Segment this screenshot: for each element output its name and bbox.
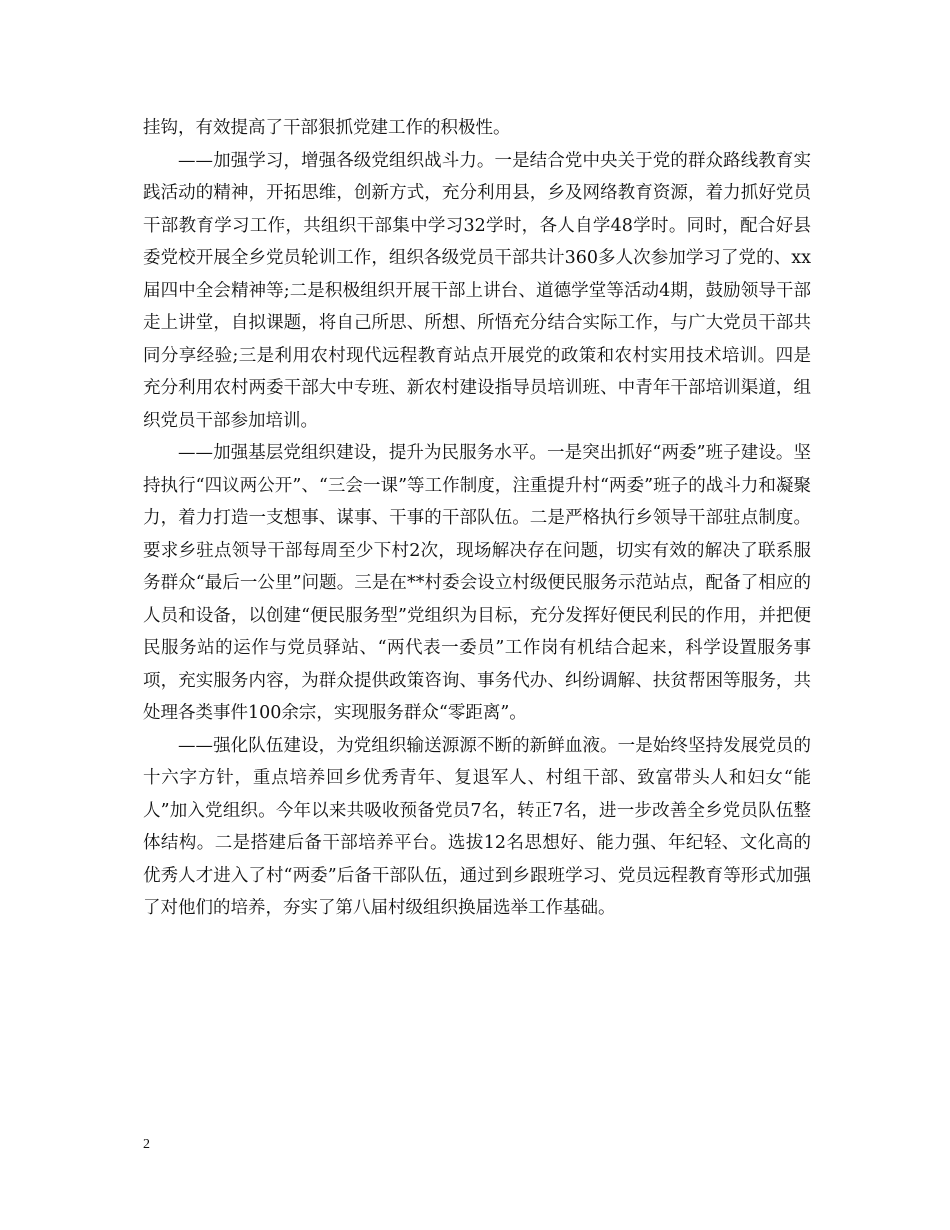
document-body xyxy=(143,112,811,925)
paragraph-study: ——加强学习，增强各级党组织战斗力。一是结合党中央关于党的群众路线教育实践活动的精神，开拓思维，创新方式，充分利用县，乡及网络教育资源，着力抓好党员干部教育学习工作，共组织干部集中学习32学时，各人自学48学时。同时，配合好县委党校开展全乡党员轮训工作，组织各级党员干部共计360多人次参加学习了党的、xx届四中全会精神等;二是积极组织开展干部上讲台、道德学堂等活动4期，鼓励领导干部走上讲堂，自拟课题，将自己所思、所想、所悟充分结合实际工作，与广大党员干部共同分享经验;三是利用农村现代远程教育站点开展党的政策和农村实用技术培训。四是充分利用农村两委干部大中专班、新农村建设指导员培训班、中青年干部培训渠道，组织党员干部参加培训。 xyxy=(143,150,811,431)
paragraph-grassroots: ——加强基层党组织建设，提升为民服务水平。一是突出抓好“两委”班子建设。坚持执行“四议两公开”、“三会一课”等工作制度，注重提升村“两委”班子的战斗力和凝聚力，着力打造一支想事、谋事、干事的干部队伍。二是严格执行乡领导干部驻点制度。要求乡驻点领导干部每周至少下村2次，现场解决存在问题，切实有效的解决了联系服务群众“最后一公里”问题。三是在**村委会设立村级便民服务示范站点，配备了相应的人员和设备，以创建“便民服务型”党组织为目标，充分发挥好便民利民的作用，并把便民服务站的运作与党员驿站、“两代表一委员”工作岗有机结合起来，科学设置服务事项，充实服务内容，为群众提供政策咨询、事务代办、纠纷调解、扶贫帮困等服务，共处理各类事件100余宗，实现服务群众“零距离”。 xyxy=(143,443,811,723)
paragraph-team: ——强化队伍建设，为党组织输送源源不断的新鲜血液。一是始终坚持发展党员的十六字方针，重点培养回乡优秀青年、复退军人、村组干部、致富带头人和妇女“能人”加入党组织。今年以来共吸收预备党员7名，转正7名，进一步改善全乡党员队伍整体结构。二是搭建后备干部培养平台。选拔12名思想好、能力强、年纪轻、文化高的优秀人才进入了村“两委”后备干部队伍，通过到乡跟班学习、党员远程教育等形式加强了对他们的培养，夯实了第八届村级组织换届选举工作基础。 xyxy=(143,735,811,918)
page-number: 2 xyxy=(143,1137,150,1152)
paragraph-continuation: 挂钩，有效提高了干部狠抓党建工作的积极性。 xyxy=(143,118,511,138)
